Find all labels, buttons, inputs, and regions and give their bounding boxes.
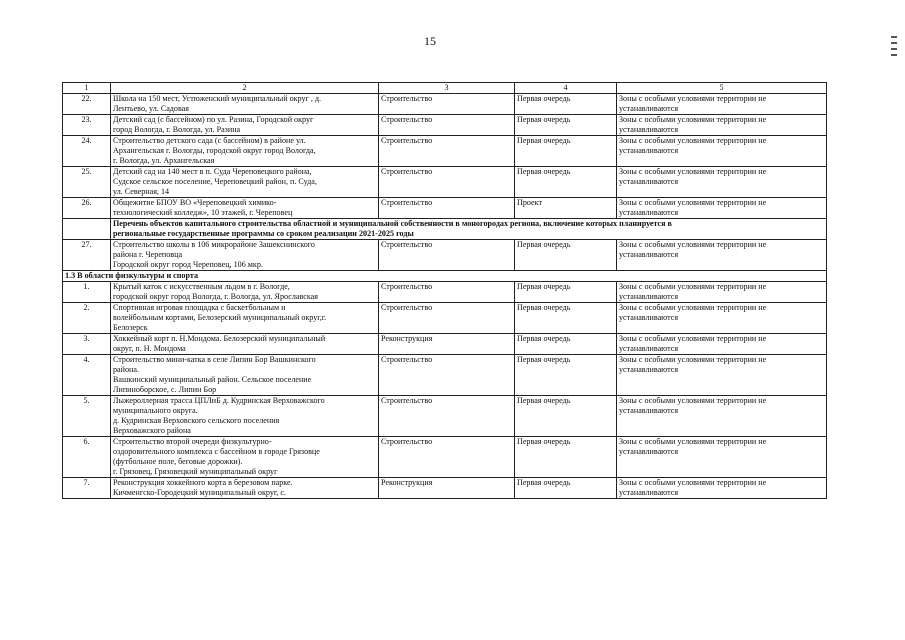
row-number: 4. — [63, 355, 111, 396]
zone-note — [617, 198, 827, 219]
cell-line: Зоны с особыми условиями территории не — [619, 334, 767, 343]
cell-line: Зоны с особыми условиями территории не — [619, 136, 767, 145]
cell-line: района г. Череповца — [113, 250, 183, 259]
zone-note — [617, 355, 827, 396]
cell-line: город Вологда, г. Вологда, ул. Разина — [113, 125, 241, 134]
section-title: 1.3 В области физкультуры и спорта — [63, 271, 827, 282]
stage: Первая очередь — [515, 437, 617, 478]
list-header-row — [63, 219, 827, 240]
cell-line: устанавливаются — [619, 344, 679, 353]
cell-line: Судское сельское поселение, Череповецкий район, п. Суда, — [113, 177, 317, 186]
cell-line: Вашкинский муниципальный район. Сельское поселение — [113, 375, 312, 384]
zone-note — [617, 303, 827, 334]
cell-line: устанавливаются — [619, 104, 679, 113]
cell-line: Зоны с особыми условиями территории не — [619, 94, 767, 103]
cell-line: Зоны с особыми условиями территории не — [619, 167, 767, 176]
zone-note — [617, 334, 827, 355]
row-number: 2. — [63, 303, 111, 334]
cell-line: Крытый каток с искусственным льдом в г. Вологде, — [113, 282, 290, 291]
object-name — [111, 478, 379, 499]
zone-note — [617, 396, 827, 437]
cell-line: Строительство мини-катка в селе Липин Бор Вашкинского — [113, 355, 316, 364]
stage: Первая очередь — [515, 303, 617, 334]
work-type: Реконструкция — [379, 478, 515, 499]
stage: Первая очередь — [515, 136, 617, 167]
work-type: Строительство — [379, 282, 515, 303]
cell-line: Лентьево, ул. Садовая — [113, 104, 190, 113]
table-row — [63, 282, 827, 303]
stage: Первая очередь — [515, 478, 617, 499]
cell-line: Зоны с особыми условиями территории не — [619, 355, 767, 364]
empty-cell — [63, 219, 111, 240]
work-type: Строительство — [379, 240, 515, 271]
stage: Первая очередь — [515, 167, 617, 198]
cell-line: устанавливаются — [619, 313, 679, 322]
object-name — [111, 303, 379, 334]
table-row — [63, 167, 827, 198]
row-number: 7. — [63, 478, 111, 499]
zone-note — [617, 478, 827, 499]
row-number: 27. — [63, 240, 111, 271]
header-cell: 4 — [515, 83, 617, 94]
work-type: Реконструкция — [379, 334, 515, 355]
zone-note — [617, 115, 827, 136]
cell-line: устанавливаются — [619, 146, 679, 155]
cell-line: Перечень объектов капитального строительства областной и муниципальной собственности в моногородах региона, включение которых планируется в — [113, 219, 672, 228]
header-cell: 3 — [379, 83, 515, 94]
cell-line: округ, п. Н. Мондома — [113, 344, 186, 353]
work-type: Строительство — [379, 303, 515, 334]
work-type: Строительство — [379, 167, 515, 198]
cell-line: д. Кудринская Верховского сельского поселения — [113, 416, 280, 425]
section-row — [63, 271, 827, 282]
cell-line: Детский сад (с бассейном) по ул. Разина, Городской округ — [113, 115, 314, 124]
cell-line: устанавливаются — [619, 292, 679, 301]
table-row — [63, 334, 827, 355]
header-row — [63, 83, 827, 94]
cell-line: Реконструкция хоккейного корта в березовом парке. — [113, 478, 293, 487]
cell-line: Строительство детского сада (с бассейном) в районе ул. — [113, 136, 306, 145]
work-type: Строительство — [379, 136, 515, 167]
cell-line: ул. Северная, 14 — [113, 187, 170, 196]
cell-line: Архангельская г. Вологды, городской округ город Вологда, — [113, 146, 316, 155]
cell-line: технологический колледж», 10 этажей, г. Череповец — [113, 208, 293, 217]
work-type: Строительство — [379, 94, 515, 115]
cell-line: устанавливаются — [619, 406, 679, 415]
cell-line: Зоны с особыми условиями территории не — [619, 396, 767, 405]
cell-line: Детский сад на 140 мест в п. Суда Череповецкого района, — [113, 167, 312, 176]
cell-line: г. Вологда, ул. Архангельская — [113, 156, 215, 165]
zone-note — [617, 167, 827, 198]
page-number: 15 — [424, 34, 436, 48]
object-name — [111, 94, 379, 115]
stage: Первая очередь — [515, 355, 617, 396]
zone-note — [617, 437, 827, 478]
object-name — [111, 198, 379, 219]
objects-table — [62, 82, 827, 499]
table-row — [63, 355, 827, 396]
row-number: 6. — [63, 437, 111, 478]
cell-line: Хоккейный корт п. Н.Мондома. Белозерский муниципальный — [113, 334, 326, 343]
cell-line: устанавливаются — [619, 365, 679, 374]
stage: Первая очередь — [515, 396, 617, 437]
object-name — [111, 355, 379, 396]
cell-line: Городской округ город Череповец, 106 мкр. — [113, 260, 263, 269]
cell-line: устанавливаются — [619, 250, 679, 259]
header-cell: 1 — [63, 83, 111, 94]
work-type: Строительство — [379, 355, 515, 396]
cell-line: устанавливаются — [619, 177, 679, 186]
zone-note — [617, 94, 827, 115]
cell-line: Спортивная игровая площадка с баскетбольным и — [113, 303, 286, 312]
table-row — [63, 136, 827, 167]
list-header-cell — [111, 219, 827, 240]
cell-line: Зоны с особыми условиями территории не — [619, 198, 767, 207]
cell-line: Зоны с особыми условиями территории не — [619, 115, 767, 124]
cell-line: устанавливаются — [619, 125, 679, 134]
row-number: 23. — [63, 115, 111, 136]
cell-line: Зоны с особыми условиями территории не — [619, 478, 767, 487]
row-number: 5. — [63, 396, 111, 437]
margin-marks — [891, 36, 897, 60]
cell-line: устанавливаются — [619, 208, 679, 217]
cell-line: района. — [113, 365, 139, 374]
table-row — [63, 396, 827, 437]
cell-line: оздоровительного комплекса с бассейном в городе Грязовце — [113, 447, 320, 456]
cell-line: Зоны с особыми условиями территории не — [619, 282, 767, 291]
header-cell: 5 — [617, 83, 827, 94]
object-name — [111, 167, 379, 198]
table-row — [63, 115, 827, 136]
cell-line: г. Грязовец, Грязовецкий муниципальный округ — [113, 467, 278, 476]
cell-line: Строительство школы в 106 микрорайоне Зашекснинского — [113, 240, 315, 249]
row-number: 26. — [63, 198, 111, 219]
cell-line: Зоны с особыми условиями территории не — [619, 303, 767, 312]
object-name — [111, 396, 379, 437]
object-name — [111, 282, 379, 303]
row-number: 25. — [63, 167, 111, 198]
cell-line: Белозерск — [113, 323, 148, 332]
stage: Проект — [515, 198, 617, 219]
stage: Первая очередь — [515, 282, 617, 303]
cell-line: Зоны с особыми условиями территории не — [619, 240, 767, 249]
table-row — [63, 437, 827, 478]
table-row — [63, 198, 827, 219]
stage: Первая очередь — [515, 94, 617, 115]
row-number: 3. — [63, 334, 111, 355]
cell-line: городской округ город Вологда, г. Вологда, ул. Ярославская — [113, 292, 318, 301]
stage: Первая очередь — [515, 334, 617, 355]
stage: Первая очередь — [515, 240, 617, 271]
cell-line: Верховажского района — [113, 426, 191, 435]
cell-line: Зоны с особыми условиями территории не — [619, 437, 767, 446]
cell-line: региональные государственные программы со сроком реализации 2021-2025 годы — [113, 229, 414, 238]
zone-note — [617, 282, 827, 303]
zone-note — [617, 136, 827, 167]
cell-line: Кичменгско-Городецкий муниципальный округ, с. — [113, 488, 286, 497]
table-row — [63, 240, 827, 271]
cell-line: Общежитие БПОУ ВО «Череповецкий химико- — [113, 198, 277, 207]
cell-line: (футбольное поле, беговые дорожки). — [113, 457, 243, 466]
row-number: 22. — [63, 94, 111, 115]
object-name — [111, 437, 379, 478]
cell-line: Строительство второй очереди физкультурно- — [113, 437, 272, 446]
stage: Первая очередь — [515, 115, 617, 136]
header-cell: 2 — [111, 83, 379, 94]
table-row — [63, 478, 827, 499]
table-row — [63, 303, 827, 334]
cell-line: муниципального округа. — [113, 406, 198, 415]
work-type: Строительство — [379, 198, 515, 219]
cell-line: устанавливаются — [619, 488, 679, 497]
zone-note — [617, 240, 827, 271]
cell-line: Школа на 150 мест, Устюженский муниципальный округ , д. — [113, 94, 322, 103]
row-number: 24. — [63, 136, 111, 167]
work-type: Строительство — [379, 115, 515, 136]
object-name — [111, 115, 379, 136]
cell-line: волейбольным кортами, Белозерский муниципальный округ,г. — [113, 313, 327, 322]
row-number: 1. — [63, 282, 111, 303]
work-type: Строительство — [379, 437, 515, 478]
object-name — [111, 334, 379, 355]
object-name — [111, 240, 379, 271]
cell-line: Лыжероллерная трасса ЦПЛиБ д. Кудринская Верховажского — [113, 396, 325, 405]
cell-line: Липиноборское, с. Липин Бор — [113, 385, 217, 394]
work-type: Строительство — [379, 396, 515, 437]
cell-line: устанавливаются — [619, 447, 679, 456]
table-row — [63, 94, 827, 115]
object-name — [111, 136, 379, 167]
